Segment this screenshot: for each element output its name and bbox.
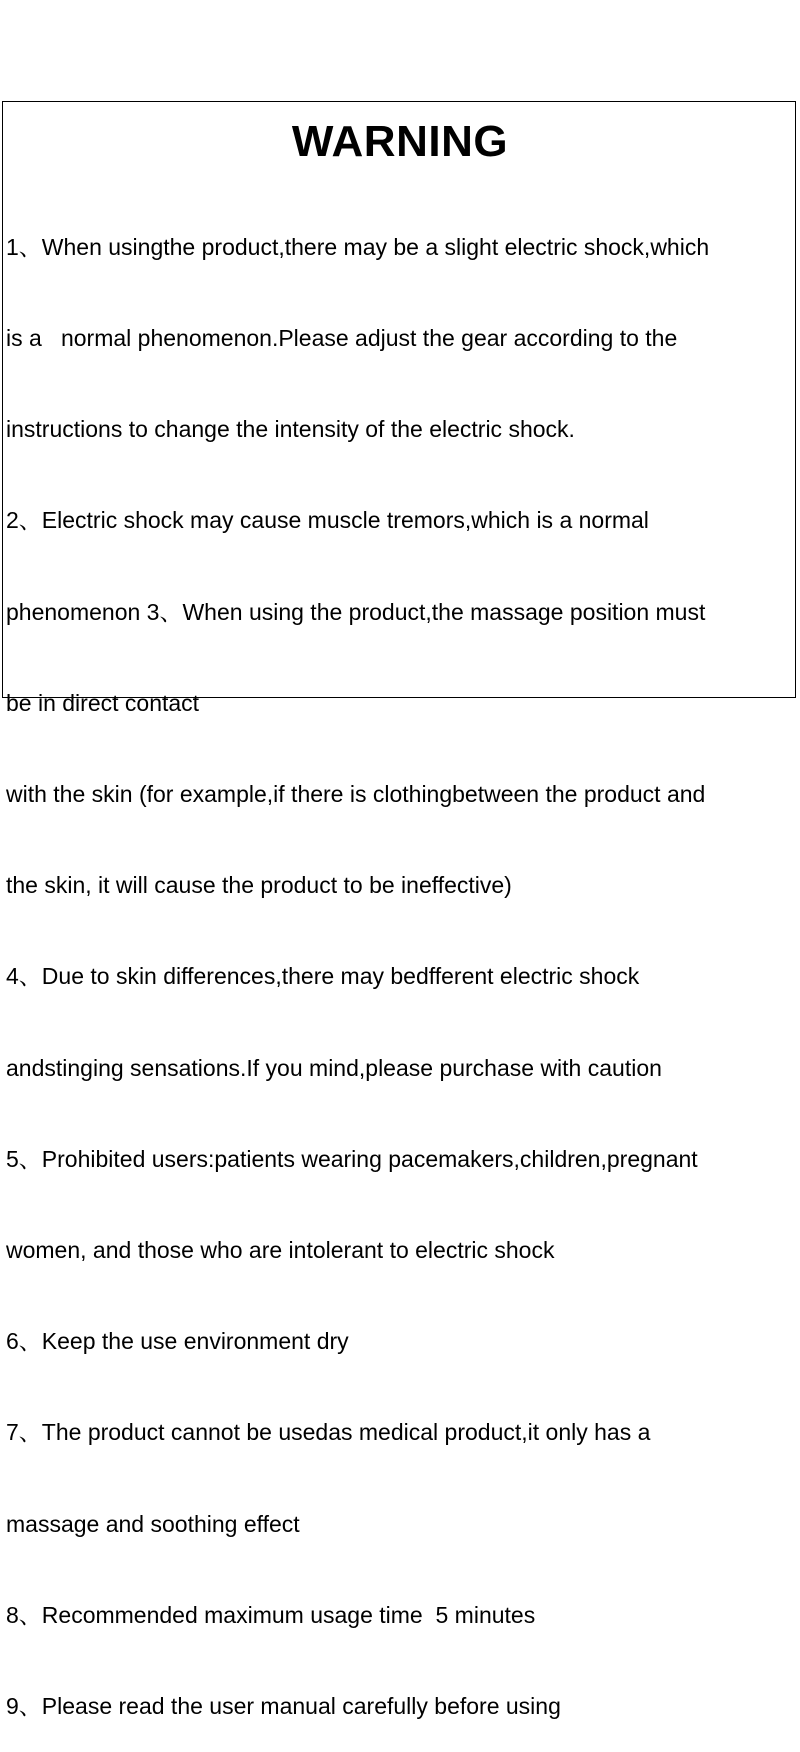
warning-line-9: 4、Due to skin differences,there may bedfferent electric shock [6,963,640,990]
warning-line-6: be in direct contact [6,689,200,716]
warning-line-12: women, and those who are intolerant to electric shock [6,1237,555,1264]
warning-line-1: 1、When usingthe product,there may be a slight electric shock,which [6,233,710,260]
warning-line-16: 8、Recommended maximum usage time 5 minutes [6,1601,536,1628]
warning-line-13: 6、Keep the use environment dry [6,1328,349,1355]
warning-line-3: instructions to change the intensity of the electric shock. [6,416,575,443]
warning-line-14: 7、The product cannot be usedas medical product,it only has a [6,1419,651,1446]
warning-title: WARNING [291,117,509,166]
warning-line-17: 9、Please read the user manual carefully before using [6,1693,561,1720]
warning-line-5: phenomenon 3、When using the product,the massage position must [6,598,706,625]
warning-line-2: is a normal phenomenon.Please adjust the gear according to the [6,325,678,352]
warning-body [6,171,792,1752]
warning-line-7: with the skin (for example,if there is clothingbetween the product and [6,781,706,808]
warning-line-10: andstinging sensations.If you mind,please purchase with caution [6,1054,662,1081]
warning-line-8: the skin, it will cause the product to be ineffective) [6,872,512,899]
warning-line-4: 2、Electric shock may cause muscle tremors,which is a normal [6,507,649,534]
warning-line-15: massage and soothing effect [6,1510,300,1537]
warning-line-11: 5、Prohibited users:patients wearing pacemakers,children,pregnant [6,1145,698,1172]
